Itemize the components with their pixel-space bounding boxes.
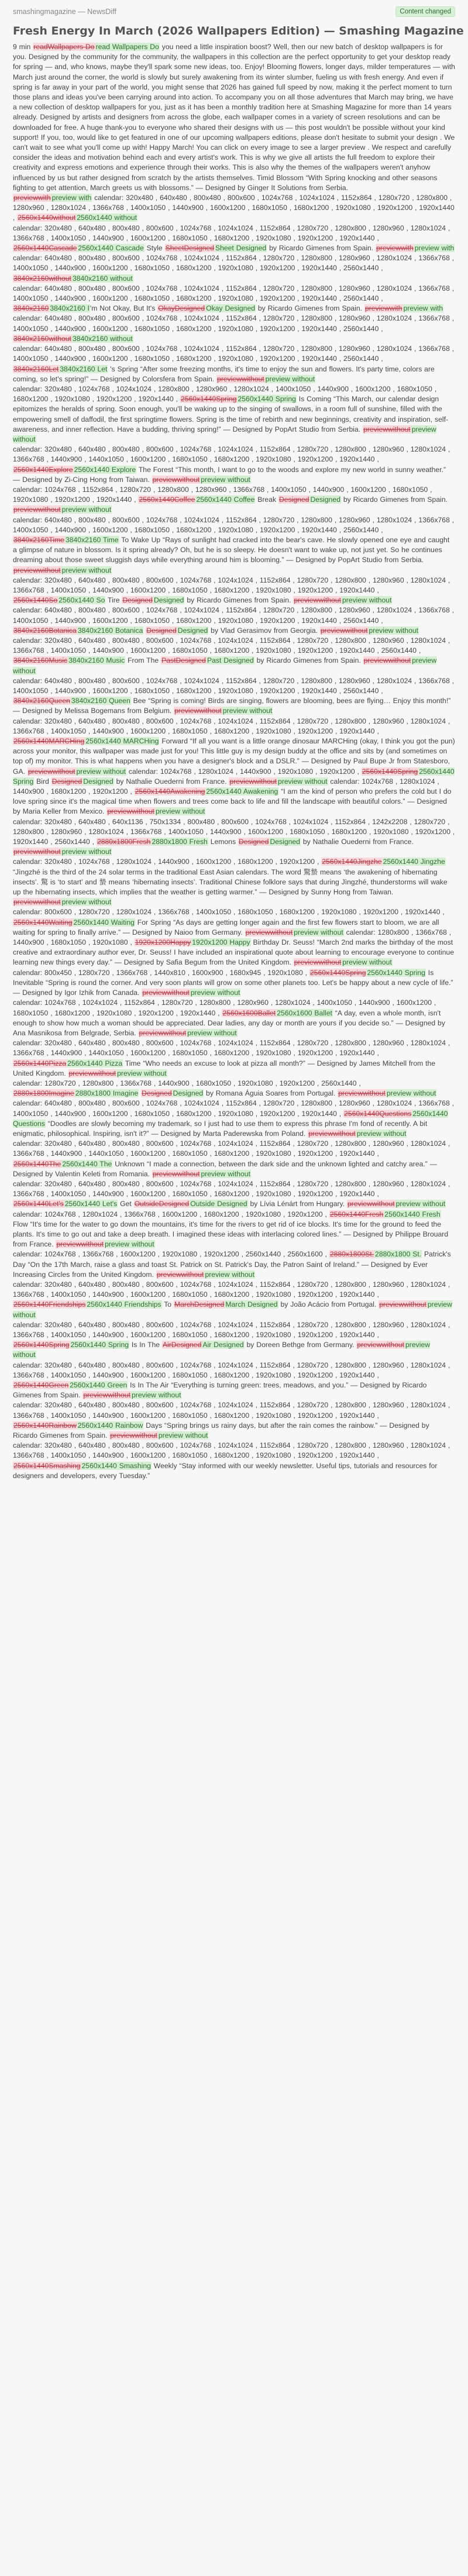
diff-text: calendar: 320x480 , 640x480 , 800x480 , 800x600 , 1024x768 , 1024x1024 , 1152x864 , 1280x720 , 1280x800 , 1280x960 , 1280x1024 , 1366x768 , 1400x1050 , 1440x900 , 1600x1200 , 1680x1050 , 1680x1200 , 1920x1080 , 1920x1200 , 1920x1440 , <box>13 576 450 594</box>
wallpaper-entry <box>13 1079 455 1098</box>
diff-text: For Spring “As days are getting longer again and the first few flowers start to bloom, we are all waiting for spring to finally arrive.” — Designed by Naioo from Germany. <box>13 918 439 936</box>
diff-deletion: Designed <box>238 838 269 846</box>
diff-deletion: 2560x1440Smashing <box>13 1461 81 1470</box>
status-badge: Content changed <box>395 6 455 17</box>
diff-insertion: 2880x1800 Imagine <box>75 1089 139 1098</box>
diff-text: Is Inevitable “Spring is round the corner. And very soon plants will grow on some other planets too. Let's be happy about a new cycle of life.” — Designed by Igor Izhik from Canada. <box>13 968 453 997</box>
diff-insertion: preview without <box>222 707 273 715</box>
diff-insertion: preview without <box>13 656 437 675</box>
diff-text: by Ricardo Gimenes from Spain. <box>340 495 448 504</box>
diff-text: calendar: 320x480 , 640x480 , 800x480 , 800x600 , 1024x768 , 1024x1024 , 1152x864 , 1280x720 , 1280x800 , 1280x960 , 1280x1024 , 1366x768 , 1400x1050 , 1440x900 , 1600x1200 , 1680x1050 , 1680x1200 , 1920x1080 , 1920x1200 , 1920x1440 , 2560x1440 , <box>13 636 450 655</box>
diff-deletion: SheetDesigned <box>165 244 214 253</box>
wallpaper-entry <box>13 1038 455 1079</box>
diff-deletion: 2560x1440The <box>13 1159 61 1168</box>
diff-deletion: previewwithout <box>229 777 277 786</box>
diff-insertion: 3840x2160 without <box>72 334 133 343</box>
diff-text: Is In The <box>129 1341 162 1349</box>
diff-text: To Wake Up “Rays of sunlight had cracked into the bear's cave. He slowly opened one eye and caught a glimpse of nature in blossom. Is it spring already? Oh, but he is so sleepy. He doesn't want to wake up, not just yet. So he continues dreaming about those sweet sluggish days while everything around him is blooming.” — Designed by PopArt Studio from Serbia. <box>13 535 450 564</box>
top-bar <box>0 0 468 23</box>
diff-text: by Nathalie Ouederni from France. <box>300 838 414 846</box>
diff-deletion: 2560x1440Spring <box>309 968 366 977</box>
diff-text: calendar: 1280x720 , 1280x800 , 1366x768 , 1440x900 , 1680x1050 , 1920x1080 , 1920x1200 , 2560x1440 , <box>13 1079 361 1087</box>
wallpaper-entry <box>13 1400 455 1441</box>
diff-insertion: 3840x2160 Time <box>65 535 119 544</box>
diff-insertion: Designed <box>153 596 184 605</box>
diff-insertion: 3840x2160 Queen <box>71 697 130 705</box>
diff-text: calendar: 640x480 , 800x480 , 800x600 , 1024x768 , 1024x1024 , 1152x864 , 1280x720 , 1280x800 , 1280x960 , 1280x1024 , 1366x768 , 1400x1050 , 1440x900 , 1600x1200 , 1680x1050 , 1680x1200 , 1920x1080 , 1920x1200 , 1920x1440 , 2560x1440 , <box>13 284 455 303</box>
diff-insertion: Designed <box>310 495 340 504</box>
wallpaper-entry <box>13 1441 455 1481</box>
diff-text: by Lívia Lénárt from Hungary. <box>247 1200 347 1208</box>
wallpaper-entry <box>13 515 455 576</box>
diff-deletion: previewwithout <box>13 505 61 514</box>
wallpaper-entry <box>13 907 455 967</box>
diff-text: by João Acácio from Portugal. <box>278 1300 379 1309</box>
diff-text: calendar: 1024x768 , 1280x1024 , 1440x900 , 1920x1080 , 1920x1200 , <box>126 767 362 776</box>
diff-text: by Nathalie Ouederni from France. <box>113 777 229 786</box>
diff-deletion: previewwithout <box>110 1431 157 1440</box>
wallpaper-entry-list <box>13 193 455 1481</box>
diff-text: “Doodles are slowly becoming my trademark, so I just had to use them to express this phrase I'm fond of recently. A bit enigmatic, philosophical. Inspiring, isn't it?” — Designed by Marta Paderewska from Poland. <box>13 1119 428 1138</box>
diff-insertion: 1920x1200 Happy <box>192 938 250 947</box>
diff-insertion: preview without <box>76 767 126 776</box>
breadcrumb[interactable]: smashingmagazine — NewsDiff <box>13 8 116 16</box>
diff-insertion: 3840x2160 I <box>50 304 90 313</box>
diff-text: Get <box>118 1200 134 1208</box>
diff-text: “I am the kind of person who prefers the cold but I do love spring since it's the magical time when flowers and trees come back to life and fill the landscape with beautiful colors.” — Designed by Maria Keller from Mexico. <box>13 787 452 816</box>
diff-text: Time “Who needs an excuse to look at pizza all month?” — Designed by James Mitchell from the United Kingdom. <box>13 1059 436 1077</box>
diff-deletion: previewwithout <box>27 767 75 776</box>
diff-deletion: previewwith <box>364 304 402 313</box>
wallpaper-entry <box>13 485 455 515</box>
diff-insertion: 2560x1440 without <box>77 213 137 222</box>
diff-text: Patrick's Day “On the 17th March, raise a glass and toast St. Patrick on St. Patrick's Day, the Patron Saint of Ireland.” — Designed by Ever Increasing Circles from the United Kingdom. <box>13 1250 451 1279</box>
diff-deletion: 2880x1800Fresh <box>97 838 151 846</box>
diff-text: calendar: 320x480 , 640x480 , 800x480 , 800x600 , 1024x768 , 1024x1024 , 1152x864 , 1280x720 , 1280x800 , 1280x960 , 1280x1024 , 1366x768 , 1400x1050 , 1440x900 , 1600x1200 , 1680x1050 , 1680x1200 , 1920x1080 , 1920x1200 , 1920x1440 , <box>13 1179 450 1199</box>
diff-insertion: 2560x1440 Spring <box>238 395 296 404</box>
diff-deletion: previewwithout <box>363 425 411 433</box>
wallpaper-entry <box>13 817 455 857</box>
diff-text: Break <box>255 495 278 504</box>
wallpaper-entry <box>13 676 455 717</box>
diff-insertion: 2560x1440 Rainbow <box>77 1421 143 1430</box>
diff-deletion: PastDesigned <box>161 656 206 665</box>
diff-insertion: 2880x1800 St. <box>375 1250 422 1259</box>
wallpaper-entry <box>13 1139 455 1179</box>
diff-text: Is In The Air “Everything is turning green: trees, meadows, and you.” — Designed by Ricardo Gimenes from Spain. <box>13 1381 427 1400</box>
diff-deletion: 2560x1440MARCHing <box>13 737 85 746</box>
diff-text: calendar: 1024x768 , 1366x768 , 1600x1200 , 1920x1080 , 1920x1200 , 2560x1440 , 2560x1600 , <box>13 1250 329 1259</box>
diff-insertion: preview without <box>386 1089 436 1098</box>
diff-insertion: preview without <box>61 848 112 856</box>
diff-text: calendar: 1024x768 , 1152x864 , 1280x720 , 1280x800 , 1280x960 , 1366x768 , 1400x1050 , 1440x900 , 1600x1200 , 1680x1050 , 1920x1080 , 1920x1200 , 1920x1440 , <box>13 485 432 504</box>
wallpaper-entry <box>13 605 455 636</box>
diff-deletion: previewwithout <box>13 898 61 907</box>
diff-insertion: 3840x2160 Music <box>68 656 125 665</box>
diff-text: calendar: 640x480 , 800x480 , 800x600 , 1024x768 , 1024x1024 , 1152x864 , 1280x720 , 1280x800 , 1280x960 , 1280x1024 , 1366x768 , 1400x1050 , 1440x900 , 1600x1200 , 1680x1050 , 1680x1200 , 1920x1080 , 1920x1200 , 1920x1440 , 2560x1440 , <box>13 606 455 625</box>
diff-text: calendar: 800x600 , 1280x720 , 1280x1024 , 1366x768 , 1400x1050 , 1680x1050 , 1680x1200 , 1920x1080 , 1920x1200 , 1920x1440 , <box>13 908 445 917</box>
diff-deletion: previewwithout <box>152 1169 200 1178</box>
diff-deletion: previewwith <box>376 244 414 253</box>
diff-insertion: March Designed <box>225 1300 278 1309</box>
diff-text: calendar: 320x480 , 640x480 , 800x480 , 800x600 , 1024x768 , 1024x1024 , 1152x864 , 1280x720 , 1280x800 , 1280x960 , 1280x1024 , 1366x768 , 1400x1050 , 1440x900 , 1600x1200 , 1680x1050 , 1680x1200 , 1920x1080 , 1920x1200 , 1920x1440 , <box>13 1320 450 1339</box>
diff-insertion: 3840x2160 Botanica <box>77 626 143 635</box>
diff-text: calendar: 320x480 , 640x480 , 800x480 , 800x600 , 1024x768 , 1024x1024 , 1152x864 , 1280x720 , 1280x800 , 1280x960 , 1280x1024 , 1366x768 , 1400x1050 , 1440x900 , 1600x1200 , 1680x1050 , 1680x1200 , 1920x1080 , 1920x1200 , 1920x1440 , <box>13 1401 450 1420</box>
diff-deletion: 3840x2160Let <box>13 364 59 373</box>
diff-deletion: 2560x1440Friendships <box>13 1300 86 1309</box>
diff-deletion: 2560x1440Coffee <box>139 495 195 504</box>
diff-deletion: previewwithout <box>308 1129 356 1138</box>
diff-text: calendar: 320x480 , 640x480 , 800x480 , 800x600 , 1024x768 , 1024x1024 , 1152x864 , 1280x720 , 1280x800 , 1280x960 , 1280x1024 , 1366x768 , 1440x900 , 1440x1050 , 1600x1200 , 1680x1050 , 1680x1200 , 1920x1080 , 1920x1200 , 1920x1440 , <box>13 1139 450 1158</box>
diff-insertion: 2560x1440 Jingzhe <box>383 857 445 866</box>
diff-insertion: Past Designed <box>207 656 254 665</box>
diff-text: To <box>161 1300 174 1309</box>
diff-deletion: 2560x1440Jingzhe <box>322 857 382 866</box>
wallpaper-entry <box>13 998 455 1038</box>
diff-deletion: 2560x1440Spring <box>180 395 237 404</box>
diff-insertion: Designed <box>83 777 113 786</box>
diff-deletion: previewwithout <box>363 656 411 665</box>
diff-text: Forward “If all you want is a little orange dinosaur MARCHing (okay, I think you got the pun) across your monitor, this wallpaper was made just for you! This little guy is my design buddy at the office and sits by (and sometimes on top of) my monitor. This is what happens when you have a designer's block and a DSLR.” — Designed by Paul Bupe Jr from Statesboro, GA. <box>13 737 455 776</box>
wallpaper-entry <box>13 1210 455 1250</box>
diff-text: calendar: 320x480 , 640x480 , 800x480 , 800x600 , 1024x768 , 1024x1024 , 1152x864 , 1280x720 , 1280x800 , 1280x960 , 1280x1024 , 1366x768 , 1400x1050 , 1440x900 , 1600x1200 , 1680x1050 , 1680x1200 , 1920x1080 , 1920x1200 , 1920x1440 , <box>13 717 450 735</box>
wallpaper-entry <box>13 1361 455 1401</box>
diff-text: you need a little inspiration boost? Well, then our new batch of desktop wallpapers is for you. Designed by the community for the community, the wallpapers in this collection are the perfect opportunity to get your desktop ready for spring — and, who knows, maybe they'll spark some new ideas, too. Enjoy! Blooming flowers, longer days, milder temperatures — with March just around the corner, the world is slowly but surely awakening from its winter slumber, fueling us with fresh energy. And even if spring is far away in your part of the world, you might sense that 2026 has gained full speed by now, making it the perfect moment to turn those plans and ideas you've been carrying around into action. To accompany you on all those adventures that March may bring, we have a new collection of desktop wallpapers for you, just as it has been a monthly tradition here at Smashing Magazine for more than 14 years already. Designed by artists and designers from across the globe, each wallpaper comes in a variety of screen resolutions and can be downloaded for free. A huge thank-you to everyone who shared their designs with us — this post wouldn't be possible without your kind support! If you, too, would like to get featured in one of our upcoming wallpapers editions, please don't hesitate to submit your design . We can't wait to see what you'll come up with! Happy March! You can click on every image to see a larger preview . We respect and carefully consider the ideas and motivation behind each and every artist's work. This is why we give all artists the full freedom to explore their creativity and express emotions and experience through their works. This is also why the themes of the wallpapers weren't anyhow influenced by us but rather designed from scratch by the artists themselves. Timid Blossom “With Spring knocking and other seasons fighting to get attention, March greets us with blossoms.” — Designed by Ginger It Solutions from Serbia. <box>13 43 455 192</box>
diff-insertion: preview without <box>190 989 240 997</box>
diff-insertion: preview without <box>265 374 315 383</box>
diff-insertion: preview without <box>278 777 328 786</box>
diff-insertion: 2560x1440 Waiting <box>73 918 135 927</box>
diff-text: calendar: 320x480 , 640x480 , 800x480 , 800x600 , 1024x768 , 1024x1024 , 1152x864 , 1280x720 , 1280x800 , 1280x960 , 1280x1024 , 1366x768 , 1400x1050 , 1440x900 , 1600x1200 , 1680x1050 , 1680x1200 , 1920x1080 , 1920x1200 , 1920x1440 , <box>13 1361 450 1379</box>
diff-deletion: previewwithout <box>152 475 200 484</box>
diff-deletion: readWallpapers Do <box>33 43 95 51</box>
diff-text: From The <box>125 656 161 665</box>
diff-deletion: previewwithout <box>357 1341 405 1349</box>
wallpaper-entry <box>13 284 455 314</box>
diff-text: Is Coming “This March, our calendar design epitomizes the heralds of spring. Soon enough, you'll be waking up to the singing of swallows, in a room full of sunshine, filled with the empowering smell of daffodil, the first springtime flowers. Spring is the time of rebirth and new beginnings, creativity and inspiration, self-awareness, and inner reflection. Have a budding, thriving spring!” — Designed by PopArt Studio from Serbia. <box>13 395 449 433</box>
diff-text: Style <box>144 244 165 253</box>
diff-text: by Romana Águia Soares from Portugal. <box>204 1089 338 1098</box>
wallpaper-entry <box>13 314 455 344</box>
diff-insertion: read Wallpapers Do <box>95 43 159 51</box>
diff-deletion: previewwithout <box>13 566 61 574</box>
diff-insertion: preview without <box>131 1391 181 1400</box>
diff-insertion: preview without <box>342 596 392 605</box>
wallpaper-entry <box>13 384 455 445</box>
diff-deletion: Designed <box>122 596 153 605</box>
diff-deletion: 3840x2160Time <box>13 535 64 544</box>
diff-text: calendar: 1024x768 , 1024x1024 , 1152x864 , 1280x720 , 1280x800 , 1280x960 , 1280x1024 , 1400x1050 , 1440x900 , 1600x1200 , 1680x1050 , 1680x1200 , 1920x1080 , 1920x1200 , 1920x1440 , <box>13 998 436 1017</box>
diff-text: calendar: 320x480 , 640x480 , 800x480 , 800x600 , 1024x768 , 1024x1024 , 1152x864 , 1280x720 , 1280x800 , 1280x960 , 1280x1024 , 1366x768 , 1440x900 , 1440x1050 , 1600x1200 , 1680x1050 , 1680x1200 , 1920x1080 , 1920x1200 , 1920x1440 , <box>13 1039 450 1058</box>
diff-text: Days “Spring brings us rainy days, but after the rain comes the rainbow.” — Designed by Ricardo Gimenes from Spain. <box>13 1421 429 1440</box>
diff-insertion: 2880x1800 Fresh <box>152 838 208 846</box>
diff-text: by Ricardo Gimenes from Spain. <box>256 304 364 313</box>
wallpaper-entry <box>13 1098 455 1139</box>
wallpaper-entry <box>13 344 455 384</box>
diff-deletion: 2560x1440Spring <box>362 767 418 776</box>
diff-text: calendar: 640x480 , 800x480 , 800x600 , 1024x768 , 1024x1024 , 1152x864 , 1280x720 , 1280x800 , 1280x960 , 1280x1024 , 1366x768 , 1400x1050 , 1440x900 , 1600x1200 , 1680x1050 , 1680x1200 , 1920x1080 , 1920x1200 , 1920x1440 , 2560x1440 , <box>13 515 455 534</box>
diff-insertion: preview with <box>51 194 92 202</box>
diff-insertion: Designed <box>270 838 300 846</box>
diff-article <box>13 42 455 1481</box>
wallpaper-entry <box>13 636 455 676</box>
diff-insertion: Designed <box>173 1089 204 1098</box>
diff-deletion: Designed <box>51 777 82 786</box>
diff-insertion: 2560x1440 Pizza <box>67 1059 123 1067</box>
diff-insertion: preview without <box>201 475 250 484</box>
diff-deletion: previewwithout <box>107 807 154 816</box>
diff-insertion: 2560x1600 Ballet <box>277 1008 332 1017</box>
diff-insertion: preview without <box>205 1270 254 1279</box>
wallpaper-entry <box>13 576 455 606</box>
diff-insertion: 2560x1440 Cascade <box>78 244 144 253</box>
diff-insertion: preview without <box>13 1300 452 1319</box>
diff-text: calendar: 320x480 , 1024x768 , 1280x1024 , 1440x900 , 1600x1200 , 1680x1200 , 1920x1200 , <box>13 857 322 866</box>
diff-deletion: previewwithout <box>139 1028 187 1037</box>
diff-deletion: previewwithout <box>245 928 293 936</box>
diff-text: by Doreen Bethge from Germany. <box>244 1341 357 1349</box>
diff-deletion: previewwithout <box>56 1240 104 1249</box>
intro-paragraph <box>13 42 455 193</box>
diff-insertion: Outside Designed <box>190 1200 247 1208</box>
diff-deletion: 2560x1440Rainbow <box>13 1421 77 1430</box>
diff-text: calendar: 320x480 , 640x480 , 800x480 , 800x600 , 1024x768 , 1024x1024 , 1152x864 , 1280x720 , 1280x800 , 1280x960 , 1280x1024 , 1366x768 , 1400x1050 , 1440x900 , 1600x1200 , 1680x1050 , 1680x1200 , 1920x1080 , 1920x1200 , 1920x1440 , <box>13 1441 450 1460</box>
diff-insertion: preview without <box>395 1200 446 1208</box>
diff-text: calendar: 320x480 , 640x480 , 800x480 , 800x600 , 1024x768 , 1024x1024 , 1152x864 , 1280x720 , 1280x800 , 1280x960 , 1280x1024 , 1366x768 , 1400x1050 , 1440x900 , 1600x1200 , 1680x1050 , 1680x1200 , 1920x1080 , 1920x1200 , 1920x1440 , <box>13 223 450 242</box>
diff-deletion: 3840x2160 <box>13 304 49 313</box>
diff-deletion: OutsideDesigned <box>134 1200 190 1208</box>
diff-text: calendar: 1024x768 , 1280x1024 , 1366x768 , 1600x1200 , 1680x1200 , 1920x1080 , 1920x1200 , <box>13 1210 329 1218</box>
diff-insertion: preview without <box>61 505 112 514</box>
diff-insertion: preview without <box>294 928 343 936</box>
diff-deletion: 2560x1440Pizza <box>13 1059 67 1067</box>
diff-text: calendar: 320x480 , 640x480 , 640x1136 , 750x1334 , 800x480 , 800x600 , 1024x768 , 1024x1024 , 1152x864 , 1242x2208 , 1280x720 , 1280x800 , 1280x960 , 1280x1024 , 1366x768 , 1400x1050 , 1440x900 , 1600x1200 , 1680x1050 , 1680x1200 , 1920x1080 , 1920x1200 , 1920x1440 , 2560x1440 , <box>13 817 455 846</box>
wallpaper-entry <box>13 223 455 254</box>
diff-insertion: Air Designed <box>202 1341 244 1349</box>
diff-text: calendar: 640x480 , 800x480 , 800x600 , 1024x768 , 1024x1024 , 1152x864 , 1280x720 , 1280x800 , 1280x960 , 1280x1024 , 1366x768 , 1400x1050 , 1440x900 , 1600x1200 , 1680x1050 , 1680x1200 , 1920x1080 , 1920x1200 , 1920x1440 , 2560x1440 , <box>13 345 455 363</box>
diff-insertion: preview without <box>61 566 112 574</box>
diff-text: 'm Not Okay, But It's <box>90 304 158 313</box>
diff-deletion: previewwithout <box>294 958 342 967</box>
diff-deletion: OkayDesigned <box>158 304 205 313</box>
wallpaper-entry <box>13 1280 455 1320</box>
diff-insertion: 2560x1440 Green <box>70 1381 128 1390</box>
diff-deletion: 2560x1440without <box>18 213 76 222</box>
wallpaper-entry <box>13 968 455 998</box>
diff-text: Lemons <box>208 838 238 846</box>
diff-insertion: 2560x1440 Questions <box>13 1109 448 1128</box>
diff-insertion: preview without <box>356 1129 407 1138</box>
diff-deletion: 2560x1600Ballet <box>222 1008 276 1017</box>
diff-insertion: 2560x1440 Fresh <box>384 1210 441 1218</box>
diff-text: calendar: 640x480 , 800x480 , 800x600 , 1024x768 , 1024x1024 , 1152x864 , 1280x720 , 1280x800 , 1280x960 , 1280x1024 , 1366x768 , 1400x1050 , 1440x900 , 1600x1200 , 1680x1050 , 1680x1200 , 1920x1080 , 1920x1200 , 1920x1440 , 2560x1440 , <box>13 314 455 333</box>
diff-text: Birthday Dr. Seuss! “March 2nd marks the birthday of the most creative and extraordinary author ever, Dr. Seuss! I have included an inspirational quote about learning to encourage everyone to continue learning new things every day.” — Designed by Safia Begum from the United Kingdom. <box>13 938 455 967</box>
diff-deletion: previewwithout <box>83 1391 130 1400</box>
diff-deletion: previewwithout <box>379 1300 426 1309</box>
diff-deletion: previewwithout <box>13 848 61 856</box>
diff-deletion: 3840x2160without <box>13 274 71 283</box>
diff-deletion: previewwithout <box>142 989 190 997</box>
wallpaper-entry <box>13 445 455 485</box>
diff-deletion: 3840x2160Music <box>13 656 68 665</box>
diff-insertion: preview without <box>342 958 392 967</box>
diff-text: Unknown “I made a connection, between the dark side and the unknown lighted and catchy area.” — Designed by Valentin Keleti from Romania. <box>13 1159 437 1178</box>
diff-insertion: 2560x1440 MARCHing <box>85 737 159 746</box>
diff-text: calendar: 1280x800 , 1366x768 , 1440x900 , 1680x1050 , 1920x1080 , <box>13 928 452 947</box>
diff-deletion: previewwithout <box>347 1200 395 1208</box>
diff-insertion: 3840x2160 Let <box>60 364 108 373</box>
diff-deletion: previewwith <box>13 194 51 202</box>
diff-insertion: preview without <box>13 425 436 443</box>
diff-insertion: preview with <box>414 244 455 253</box>
diff-insertion: 2560x1440 Spring <box>13 767 455 786</box>
diff-deletion: 3840x2160without <box>13 334 71 343</box>
diff-text: calendar: 640x480 , 800x480 , 800x600 , 1024x768 , 1024x1024 , 1152x864 , 1280x720 , 1280x800 , 1280x960 , 1280x1024 , 1366x768 , 1400x1050 , 1440x900 , 1600x1200 , 1680x1050 , 1680x1200 , 1920x1080 , 1920x1200 , 1920x1440 , <box>13 1099 455 1118</box>
diff-deletion: 1920x1200Happy <box>135 938 191 947</box>
diff-text: by Ricardo Gimenes from Spain. <box>254 656 363 665</box>
diff-deletion: previewwithout <box>156 1270 204 1279</box>
diff-insertion: 2560x1440 Coffee <box>196 495 255 504</box>
wallpaper-entry <box>13 857 455 907</box>
diff-text: Flow “It's time for the water to go down the mountains, it's time for the rivers to get rid of ice blocks. It's time for the ground to feed the plants. It's time to go out and take a deep breath. I imagined these ideas with interlacing colored lines.” — Designed by Philippe Brouard from France. <box>13 1220 449 1249</box>
diff-text: calendar: 320x480 , 640x480 , 800x480 , 800x600 , 1024x768 , 1024x1024 , 1152x864 , 1280x720 , 1280x800 , 1280x960 , 1280x1024 , 1366x768 , 1400x1050 , 1440x900 , 1600x1200 , 1680x1050 , 1680x1200 , 1920x1080 , 1920x1200 , 1920x1440 , <box>13 194 455 222</box>
diff-deletion: Designed <box>146 626 177 635</box>
diff-deletion: 2560x1440Spring <box>13 1341 70 1349</box>
diff-deletion: previewwithout <box>174 707 222 715</box>
diff-insertion: 2560x1440 Awakening <box>206 787 278 796</box>
diff-text: Weekly “Stay informed with our weekly newsletter. Useful tips, tutorials and resources for designers and developers, every Tuesday.” <box>13 1461 438 1480</box>
diff-text: calendar: 800x450 , 1280x720 , 1366x768 , 1440x810 , 1600x900 , 1680x945 , 1920x1080 , <box>13 968 309 977</box>
diff-text: calendar: 640x480 , 800x480 , 800x600 , 1024x768 , 1024x1024 , 1152x864 , 1280x720 , 1280x800 , 1280x960 , 1280x1024 , 1366x768 , 1400x1050 , 1440x900 , 1600x1200 , 1680x1050 , 1680x1200 , 1920x1080 , 1920x1200 , 1920x1440 , 2560x1440 , <box>13 676 455 695</box>
diff-deletion: previewwithout <box>68 1069 116 1077</box>
diff-text: The Forest “This month, I want to go to the woods and explore my new world in sunny weather.” — Designed by Zi-Cing Hong from Taiwan. <box>13 465 446 484</box>
diff-insertion: preview without <box>155 807 205 816</box>
diff-text: by Vlad Gerasimov from Georgia. <box>208 626 320 635</box>
diff-deletion: 2560x1440So <box>13 596 58 605</box>
diff-text: by Ricardo Gimenes from Spain. <box>267 244 376 253</box>
diff-deletion: 3840x2160Botanica <box>13 626 77 635</box>
diff-text: “A day, even a whole month, isn't enough to show how much a woman should be appreciated. Dear ladies, any day or month are yours if you decide so.” — Designed by Ana Masnikosa from Belgrade, Serbia. <box>13 1008 445 1037</box>
page-title: Fresh Energy In March (2026 Wallpapers Edition) — Smashing Magazine <box>13 25 464 37</box>
diff-insertion: preview without <box>61 898 112 907</box>
diff-deletion: 2880x1800Imagine <box>13 1089 74 1098</box>
diff-insertion: preview without <box>117 1069 167 1077</box>
diff-deletion: AirDesigned <box>162 1341 202 1349</box>
diff-deletion: previewwithout <box>217 374 264 383</box>
diff-text: 9 min <box>13 43 33 51</box>
wallpaper-entry <box>13 717 455 817</box>
diff-deletion: 2560x1440Explore <box>13 465 73 474</box>
diff-insertion: preview without <box>158 1431 208 1440</box>
diff-text: calendar: 320x480 , 640x480 , 800x480 , 800x600 , 1024x768 , 1024x1024 , 1152x864 , 1280x720 , 1280x800 , 1280x960 , 1280x1024 , 1366x768 , 1400x1050 , 1440x900 , 1600x1200 , 1680x1050 , 1680x1200 , 1920x1080 , 1920x1200 , 1920x1440 , <box>13 1280 450 1299</box>
diff-insertion: 2560x1440 Spring <box>367 968 425 977</box>
diff-deletion: previewwithout <box>294 596 341 605</box>
diff-deletion: 2560x1440Questions <box>344 1109 412 1118</box>
wallpaper-entry <box>13 193 455 223</box>
diff-deletion: MarchDesigned <box>174 1300 225 1309</box>
diff-deletion: 2880x1800St. <box>329 1250 374 1259</box>
diff-text: “Jìngzhé is the third of the 24 solar terms in the traditional East Asian calendars. The word 驚蟄 means ‘the awakening of hibernating insects’. 驚 is ‘to start’ and 蟄 means ‘hibernating insects’. Traditional Chinese folklore says that during Jìngzhé, thunderstorms will wake up the hibernating insects, which implies that the weather is getting warmer.” — Designed by Sunny Hong from Taiwan. <box>13 867 448 897</box>
diff-deletion: 2560x1440Let's <box>13 1200 64 1208</box>
diff-insertion: preview without <box>201 1169 250 1178</box>
diff-insertion: 2560x1440 The <box>62 1159 112 1168</box>
diff-deletion: 3840x2160Queen <box>13 697 70 705</box>
diff-insertion: preview with <box>403 304 443 313</box>
diff-text: Tire <box>105 596 122 605</box>
diff-insertion: 2560x1440 Let's <box>64 1200 118 1208</box>
diff-text: 's Spring “After some freezing months, it's time to enjoy the sun and flowers. It's party time, colors are coming, so let's spring!” — Designed by Colorsfera from Spain. <box>13 364 435 383</box>
diff-deletion: previewwithout <box>320 626 368 635</box>
wallpaper-entry <box>13 1249 455 1280</box>
diff-deletion: Designed <box>142 1089 172 1098</box>
diff-insertion: Okay Designed <box>206 304 255 313</box>
diff-text: calendar: 640x480 , 800x480 , 800x600 , 1024x768 , 1024x1024 , 1152x864 , 1280x720 , 1280x800 , 1280x960 , 1280x1024 , 1366x768 , 1400x1050 , 1440x900 , 1600x1200 , 1680x1050 , 1680x1200 , 1920x1080 , 1920x1200 , 1920x1440 , 2560x1440 , <box>13 254 455 273</box>
wallpaper-entry <box>13 253 455 284</box>
wallpaper-entry <box>13 1179 455 1210</box>
diff-deletion: 2560x1440Fresh <box>329 1210 384 1218</box>
diff-insertion: 2560x1440 Spring <box>70 1341 129 1349</box>
diff-deletion: 2560x1440Green <box>13 1381 69 1390</box>
diff-text: Bee “Spring is coming! Birds are singing, flowers are blooming, bees are flying… Enjoy this month!” — Designed by Melissa Bogemans from Belgium. <box>13 697 451 715</box>
diff-text: Bird <box>34 777 51 786</box>
diff-insertion: Sheet Designed <box>215 244 267 253</box>
diff-text: calendar: 1024x768 , 1280x1024 , 1440x900 , 1680x1200 , 1920x1200 , <box>13 777 439 796</box>
diff-insertion: 2560x1440 Explore <box>74 465 136 474</box>
diff-text: by Ricardo Gimenes from Spain. <box>184 596 294 605</box>
diff-deletion: 2560x1440Awakening <box>135 787 205 796</box>
diff-text: calendar: 320x480 , 1024x768 , 1024x1024 , 1280x800 , 1280x960 , 1280x1024 , 1400x1050 , 1440x900 , 1600x1200 , 1680x1050 , 1680x1200 , 1920x1080 , 1920x1200 , 1920x1440 , <box>13 384 437 404</box>
diff-insertion: 2560x1440 So <box>58 596 105 605</box>
diff-insertion: 3840x2160 without <box>72 274 133 283</box>
diff-deletion: previewwithout <box>338 1089 386 1098</box>
diff-deletion: 2560x1440Cascade <box>13 244 77 253</box>
diff-insertion: preview without <box>105 1240 154 1249</box>
diff-insertion: 2560x1440 Smashing <box>81 1461 151 1470</box>
diff-insertion: 2560x1440 Friendships <box>87 1300 161 1309</box>
diff-insertion: preview without <box>369 626 419 635</box>
diff-text: calendar: 320x480 , 640x480 , 800x480 , 800x600 , 1024x768 , 1024x1024 , 1152x864 , 1280x720 , 1280x800 , 1280x960 , 1280x1024 , 1366x768 , 1440x900 , 1440x1050 , 1600x1200 , 1680x1050 , 1680x1200 , 1920x1080 , 1920x1200 , 1920x1440 , <box>13 445 450 464</box>
diff-insertion: preview without <box>187 1028 237 1037</box>
diff-deletion: Designed <box>278 495 309 504</box>
diff-deletion: 2560x1440Waiting <box>13 918 73 927</box>
wallpaper-entry <box>13 1320 455 1361</box>
diff-insertion: Designed <box>177 626 208 635</box>
diff-insertion: preview without <box>13 1341 431 1359</box>
